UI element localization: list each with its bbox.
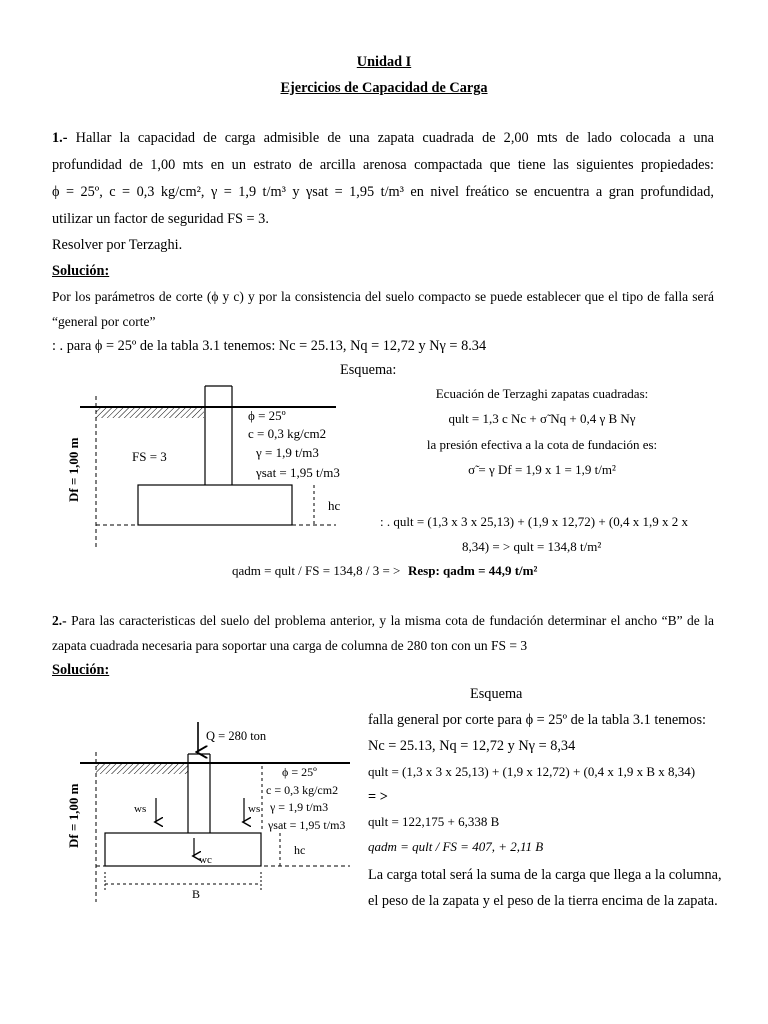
label-hc: hc	[328, 498, 341, 513]
problem1-answer: Resp: qadm = 44,9 t/m²	[408, 563, 538, 578]
problem2-right-line-4: = >	[368, 789, 388, 805]
footing-diagram-2	[60, 712, 360, 908]
footing	[138, 485, 292, 525]
unit-title: Unidad I	[356, 54, 412, 70]
problem1-line-1: 1.- Hallar la capacidad de carga admisible de una zapata cuadrada de 2,00 mts de lado colocada a una	[52, 130, 715, 146]
problem2-right-line-5: qult = 122,175 + 6,338 B	[368, 814, 500, 829]
problem1-solution-line-3: : . para ϕ = 25º de la tabla 3.1 tenemos: Nc = 25.13, Nq = 12,72 y Nγ = 8.34	[52, 338, 487, 354]
soil-hatch	[96, 764, 188, 774]
problem2-right-line-8: el peso de la zapata y el peso de la tierra encima de la zapata.	[368, 893, 718, 909]
effective-pressure-equation: σ̃ = γ Df = 1,9 x 1 = 1,9 t/m²	[468, 462, 616, 477]
problem2-solution-label: Solución:	[52, 662, 110, 678]
problem1-solution-line-2: “general por corte”	[52, 314, 156, 329]
footing-diagram-1	[60, 380, 350, 555]
problem2-right-line-3: qult = (1,3 x 3 x 25,13) + (1,9 x 12,72) + (0,4 x 1,9 x B x 8,34)	[368, 764, 696, 779]
problem2-right-line-2: Nc = 25.13, Nq = 12,72 y Nγ = 8,34	[368, 738, 576, 754]
problem2-line-1: 2.- Para las caracteristicas del suelo del problema anterior, y la misma cota de fundación determinar el ancho “B” de la	[52, 613, 714, 628]
label-ws-right: ws	[248, 803, 261, 815]
problem2-scheme-label: Esquema	[470, 686, 523, 702]
problem1-scheme-label: Esquema:	[340, 362, 397, 378]
problem1-line-3: ϕ = 25º, c = 0,3 kg/cm², γ = 1,9 t/m³ y γsat = 1,95 t/m³ en nivel freático se encuentra a gran profundidad,	[52, 184, 714, 200]
problem2-right-line-6: qadm = qult / FS = 407, + 2,11 B	[368, 839, 544, 854]
terzaghi-equation: qult = 1,3 c Nc + σ̃ Nq + 0,4 γ B Nγ	[448, 411, 636, 426]
label-df: Df = 1,00 m	[66, 437, 81, 502]
label-phi: ϕ = 25º	[248, 408, 286, 423]
problem2-line-2: zapata cuadrada necesaria para soportar una carga de columna de 280 ton con un FS = 3	[52, 638, 528, 653]
problem1-solution-line-1: Por los parámetros de corte (ϕ y c) y por la consistencia del suelo compacto se puede establecer que el tipo de falla será	[52, 289, 714, 304]
problem1-line-5: Resolver por Terzaghi.	[52, 237, 183, 253]
label-df: Df = 1,00 m	[66, 783, 81, 848]
effective-pressure-label: la presión efectiva a la cota de fundación es:	[426, 437, 658, 452]
document-title: Ejercicios de Capacidad de Carga	[280, 80, 488, 96]
problem2-right-line-7: La carga total será la suma de la carga que llega a la columna,	[368, 867, 722, 883]
label-ws-left: ws	[134, 803, 147, 815]
label-cohesion: c = 0,3 kg/cm2	[248, 426, 327, 441]
label-gamma: γ = 1,9 t/m3	[270, 800, 329, 814]
label-cohesion: c = 0,3 kg/cm2	[266, 783, 339, 797]
problem1-solution-label: Solución:	[52, 263, 110, 279]
qadm-equation: qadm = qult / FS = 134,8 / 3 = >	[232, 563, 401, 578]
label-hc: hc	[294, 843, 306, 857]
label-phi: ϕ = 25º	[282, 765, 317, 779]
terzaghi-title: Ecuación de Terzaghi zapatas cuadradas:	[435, 386, 649, 401]
problem2-right-line-1: falla general por corte para ϕ = 25º de la tabla 3.1 tenemos:	[368, 712, 706, 728]
footing	[105, 833, 261, 866]
qult-calculation-line-1: : . qult = (1,3 x 3 x 25,13) + (1,9 x 12,72) + (0,4 x 1,9 x 2 x	[380, 514, 688, 529]
qult-calculation-line-2: 8,34) = > qult = 134,8 t/m²	[462, 539, 602, 554]
problem1-line-4: utilizar un factor de seguridad FS = 3.	[52, 211, 269, 227]
soil-hatch	[96, 408, 204, 418]
label-fs: FS = 3	[132, 449, 167, 464]
problem1-line-2: profundidad de 1,00 mts en un estrato de arcilla arenosa compactada que tiene las siguientes propiedades:	[52, 157, 714, 173]
label-gamma-sat: γsat = 1,95 t/m3	[256, 465, 340, 480]
label-load: Q = 280 ton	[206, 729, 267, 743]
label-gamma-sat: γsat = 1,95 t/m3	[268, 818, 346, 832]
label-wc: wc	[199, 854, 212, 866]
label-gamma: γ = 1,9 t/m3	[256, 445, 319, 460]
label-b: B	[192, 887, 201, 901]
